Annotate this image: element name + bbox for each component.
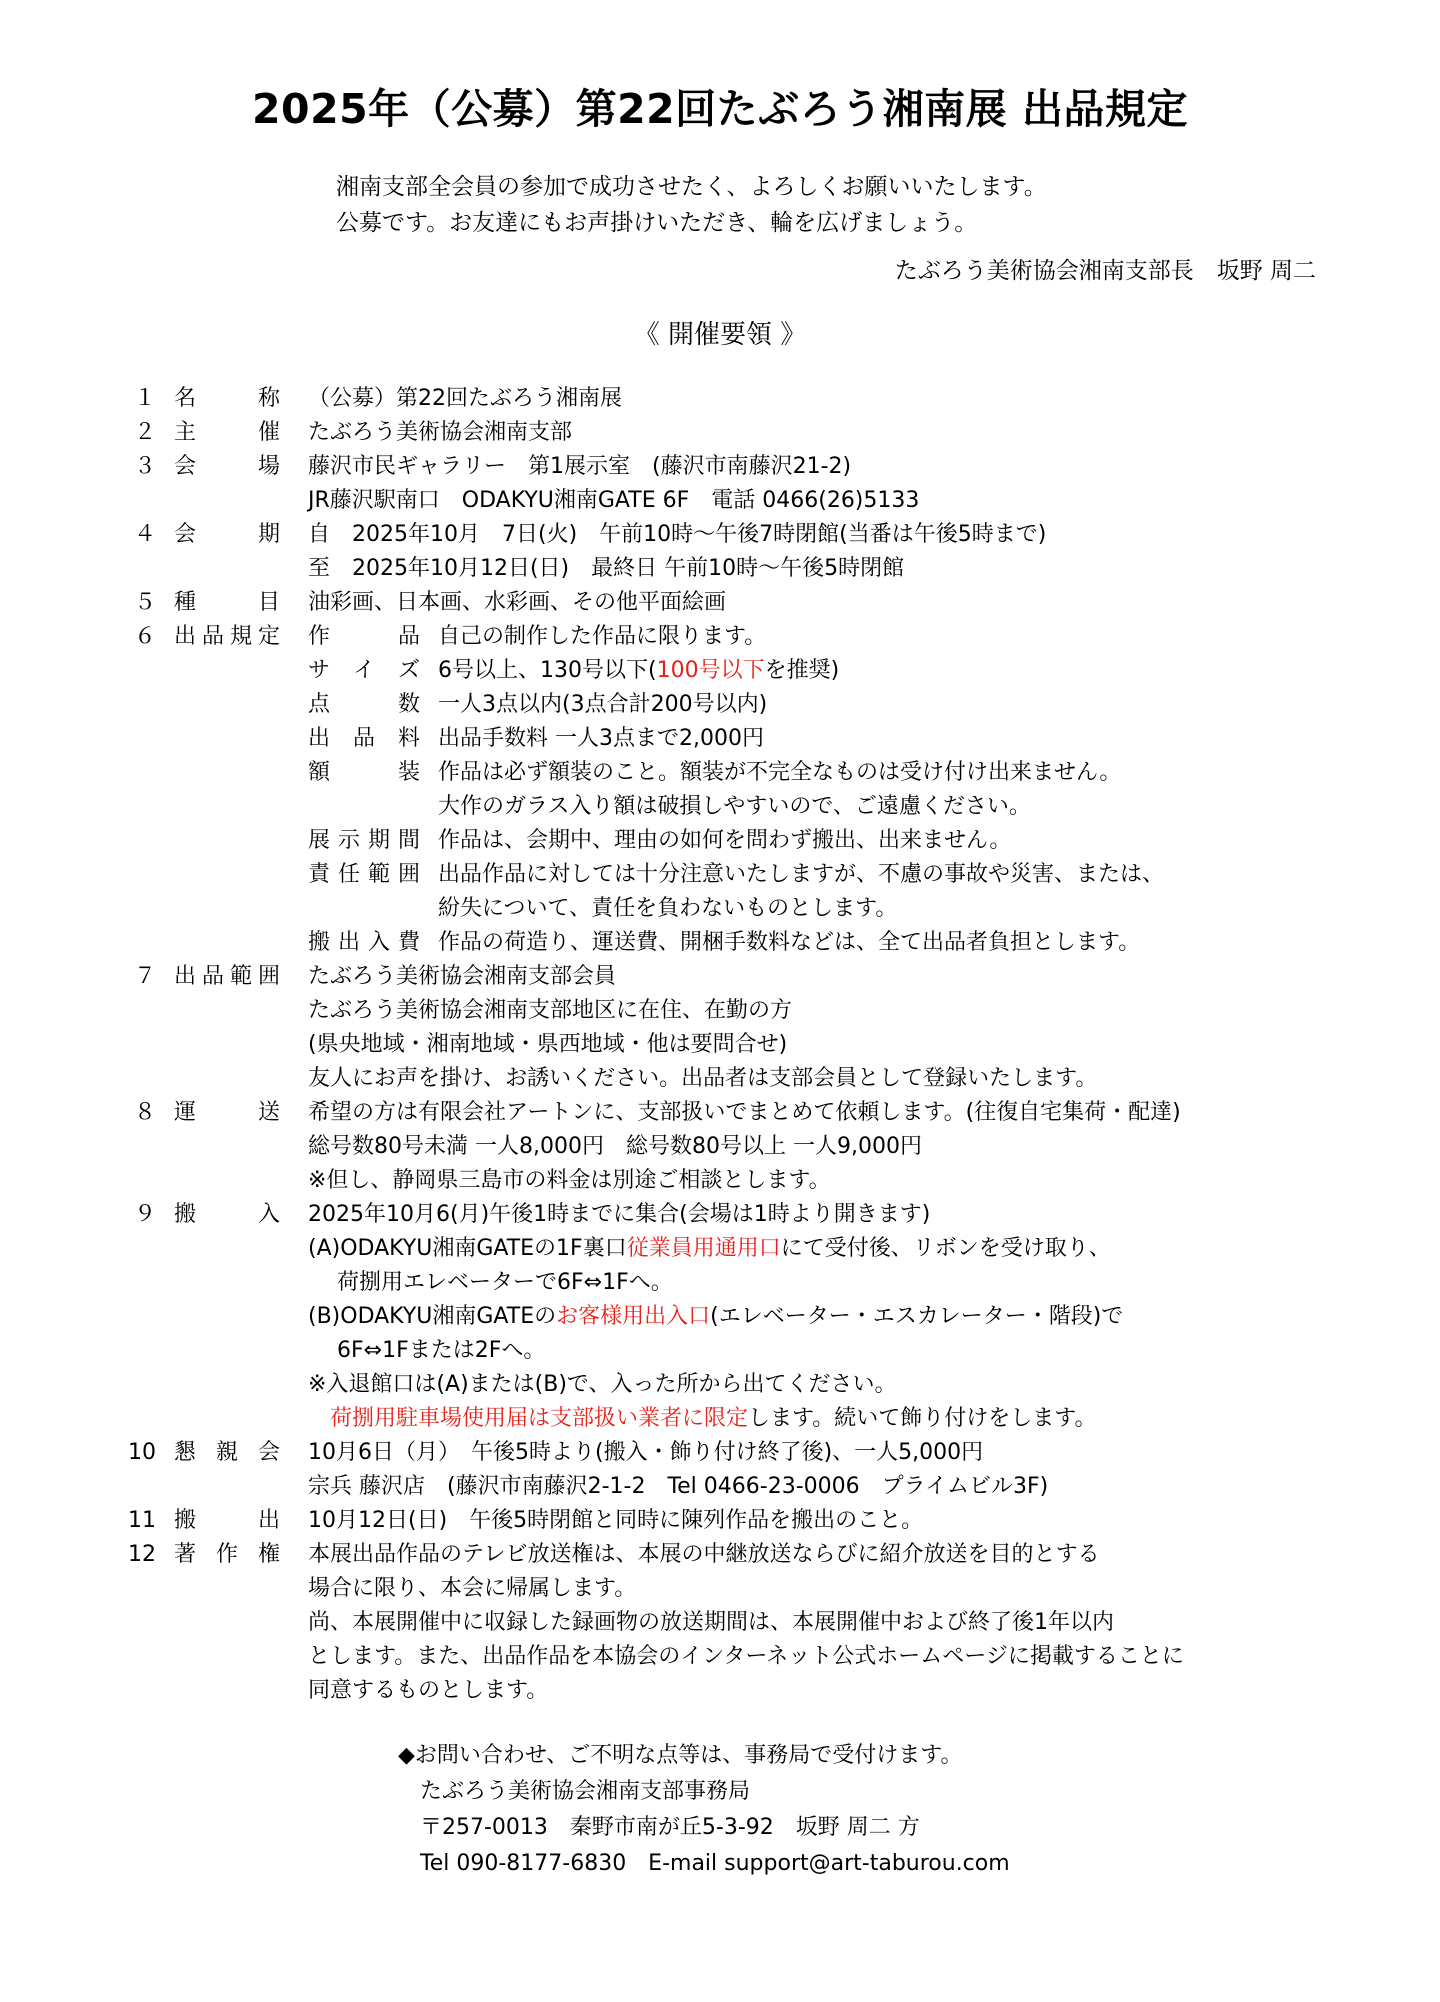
- line-text: 2025年10月6(月)午後1時までに集合(会場は1時より開きます): [308, 1202, 931, 1227]
- item-number: ８: [133, 1100, 156, 1125]
- highlight-text: 従業員用通用口: [626, 1236, 781, 1261]
- item-line: [308, 1334, 545, 1368]
- item-label: 会 期: [174, 522, 280, 547]
- item-line: [308, 1436, 983, 1470]
- line-text: 友人にお声を掛け、お誘いください。出品者は支部会員として登録いたします。: [308, 1066, 1098, 1091]
- item-label: 種 目: [174, 590, 280, 615]
- sub-item-line: [438, 654, 839, 688]
- item-label: 懇 親 会: [174, 1440, 280, 1465]
- line-text: 出品手数料 一人3点まで2,000円: [438, 726, 764, 751]
- item-number: 11: [128, 1508, 156, 1533]
- item-line: [308, 1640, 1184, 1674]
- item-number: ４: [133, 522, 156, 547]
- line-text: (A)ODAKYU湘南GATEの1F裏口: [308, 1236, 627, 1261]
- sub-label: 出 品 料: [308, 726, 420, 751]
- line-text: します。続いて飾り付けをします。: [748, 1406, 1097, 1431]
- item-label: 会 場: [174, 454, 280, 479]
- sub-label: 展 示 期 間: [308, 828, 420, 853]
- line-text: 荷捌用エレベーターで6F⇔1Fへ。: [308, 1270, 673, 1295]
- item-line: [308, 960, 616, 994]
- sub-item-line: [438, 688, 767, 722]
- line-text: 10月12日(日) 午後5時閉館と同時に陳列作品を搬出のこと。: [308, 1508, 924, 1533]
- line-text: 藤沢市民ギャラリー 第1展示室 (藤沢市南藤沢21-2): [308, 454, 852, 479]
- line-text: 本展出品作品のテレビ放送権は、本展の中継放送ならびに紹介放送を目的とする: [308, 1542, 1100, 1567]
- contact-line: たぶろう美術協会湘南支部事務局: [398, 1779, 751, 1804]
- item-line: [308, 1504, 923, 1538]
- contact-line: Tel 090-8177-6830 E-mail support@art-taburou.com: [398, 1851, 1010, 1876]
- sub-label: 責 任 範 囲: [308, 862, 420, 887]
- item-number: ２: [133, 420, 156, 445]
- line-text: 6号以上、130号以下(: [438, 658, 657, 683]
- sub-label: 額 装: [308, 760, 420, 785]
- item-line: [308, 1130, 922, 1164]
- line-text: 場合に限り、本会に帰属します。: [308, 1576, 637, 1601]
- item-line: [308, 1572, 636, 1606]
- line-text: 自 2025年10月 7日(火) 午前10時～午後7時閉館(当番は午後5時まで): [308, 522, 1047, 547]
- line-text: （公募）第22回たぶろう湘南展: [308, 386, 622, 411]
- item-line: [308, 1368, 896, 1402]
- item-line: [308, 518, 1046, 552]
- highlight-text: 荷捌用駐車場使用届は支部扱い業者に限定: [308, 1406, 749, 1431]
- item-line: [308, 1096, 1181, 1130]
- item-number: ３: [133, 454, 156, 479]
- item-line: [308, 1198, 930, 1232]
- line-text: 同意するものとします。: [308, 1678, 549, 1703]
- sub-label: 点 数: [308, 692, 420, 717]
- item-number: 10: [128, 1440, 156, 1465]
- section-heading: 《 開催要領 》: [633, 320, 807, 350]
- line-text: にて受付後、リボンを受け取り、: [780, 1236, 1111, 1261]
- item-number: ９: [133, 1202, 156, 1227]
- item-number: ５: [133, 590, 156, 615]
- line-text: を推奨): [764, 658, 840, 683]
- highlight-text: お客様用出入口: [556, 1304, 711, 1329]
- item-number: ６: [133, 624, 156, 649]
- item-label: 運 送: [174, 1100, 280, 1125]
- item-line: [308, 1028, 787, 1062]
- line-text: 6F⇔1Fまたは2Fへ。: [308, 1338, 546, 1363]
- item-label: 出 品 規 定: [174, 624, 280, 649]
- item-line: [308, 1674, 548, 1708]
- item-number: 12: [128, 1542, 156, 1567]
- sub-item-line: [438, 824, 1011, 858]
- sub-label: サ イ ズ: [308, 658, 420, 683]
- item-line: [308, 1062, 1097, 1096]
- line-text: とします。また、出品作品を本協会のインターネット公式ホームページに掲載することに: [308, 1644, 1184, 1669]
- item-line: [308, 1232, 1111, 1266]
- item-label: 出 品 範 囲: [174, 964, 280, 989]
- line-text: 油彩画、日本画、水彩画、その他平面絵画: [308, 590, 727, 615]
- item-line: [308, 416, 572, 450]
- intro-line-1: 湘南支部全会員の参加で成功させたく、よろしくお願いいたします。: [336, 174, 1047, 200]
- line-text: 作品は必ず額装のこと。額装が不完全なものは受け付け出来ません。: [438, 760, 1122, 785]
- line-text: 紛失について、責任を負わないものとします。: [438, 896, 898, 921]
- intro-line-2: 公募です。お友達にもお声掛けいただき、輪を広げましょう。: [336, 210, 978, 236]
- line-text: (B)ODAKYU湘南GATEの: [308, 1304, 557, 1329]
- sub-label: 作 品: [308, 624, 420, 649]
- contact-line: 〒257-0013 秦野市南が丘5-3-92 坂野 周二 方: [398, 1815, 920, 1840]
- line-text: 尚、本展開催中に収録した録画物の放送期間は、本展開催中および終了後1年以内: [308, 1610, 1114, 1635]
- line-text: たぶろう美術協会湘南支部: [308, 420, 573, 445]
- item-line: [308, 586, 726, 620]
- item-label: 搬 出: [174, 1508, 280, 1533]
- sub-item-line: [438, 620, 766, 654]
- line-text: (エレベーター・エスカレーター・階段)で: [710, 1304, 1124, 1329]
- item-label: 著 作 権: [174, 1542, 280, 1567]
- line-text: 10月6日（月） 午後5時より(搬入・飾り付け終了後)、一人5,000円: [308, 1440, 984, 1465]
- sub-item-line: [438, 926, 1140, 960]
- sub-item-line: [438, 858, 1164, 892]
- item-number: ７: [133, 964, 156, 989]
- sub-item-line: [438, 790, 1031, 824]
- contact-line: ◆お問い合わせ、ご不明な点等は、事務局で受付けます。: [398, 1743, 963, 1768]
- item-line: [308, 552, 904, 586]
- item-number: １: [133, 386, 156, 411]
- item-line: [308, 1300, 1123, 1334]
- line-text: 総号数80号未満 一人8,000円 総号数80号以上 一人9,000円: [308, 1134, 922, 1159]
- item-label: 搬 入: [174, 1202, 280, 1227]
- line-text: JR藤沢駅南口 ODAKYU湘南GATE 6F 電話 0466(26)5133: [308, 488, 920, 513]
- line-text: 作品は、会期中、理由の如何を問わず搬出、出来ません。: [438, 828, 1012, 853]
- line-text: (県央地域・湘南地域・県西地域・他は要問合せ): [308, 1032, 788, 1057]
- item-line: [308, 1538, 1100, 1572]
- line-text: 一人3点以内(3点合計200号以内): [438, 692, 768, 717]
- line-text: たぶろう美術協会湘南支部会員: [308, 964, 617, 989]
- line-text: 宗兵 藤沢店 (藤沢市南藤沢2-1-2 Tel 0466-23-0006 プライムビル3F): [308, 1474, 1049, 1499]
- signature: たぶろう美術協会湘南支部長 坂野 周二: [894, 258, 1316, 284]
- item-line: [308, 1470, 1048, 1504]
- document-title: 2025年（公募）第22回たぶろう湘南展 出品規定: [252, 85, 1188, 133]
- line-text: 大作のガラス入り額は破損しやすいので、ご遠慮ください。: [438, 794, 1031, 819]
- highlight-text: 100号以下: [656, 658, 765, 683]
- sub-item-line: [438, 756, 1121, 790]
- line-text: 至 2025年10月12日(日) 最終日 午前10時～午後5時閉館: [308, 556, 905, 581]
- line-text: ※入退館口は(A)または(B)で、入った所から出てください。: [308, 1372, 897, 1397]
- item-label: 名 称: [174, 386, 280, 411]
- item-label: 主 催: [174, 420, 280, 445]
- item-line: [308, 484, 919, 518]
- item-line: [308, 994, 792, 1028]
- item-line: [308, 1402, 1097, 1436]
- line-text: ※但し、静岡県三島市の料金は別途ご相談とします。: [308, 1168, 831, 1193]
- line-text: 出品作品に対しては十分注意いたしますが、不慮の事故や災害、または、: [438, 862, 1165, 887]
- item-line: [308, 450, 851, 484]
- sub-label: 搬 出 入 費: [308, 930, 420, 955]
- sub-item-line: [438, 892, 897, 926]
- item-line: [308, 1606, 1114, 1640]
- sub-item-line: [438, 722, 764, 756]
- line-text: 作品の荷造り、運送費、開梱手数料などは、全て出品者負担とします。: [438, 930, 1141, 955]
- line-text: たぶろう美術協会湘南支部地区に在住、在勤の方: [308, 998, 793, 1023]
- item-line: [308, 1164, 831, 1198]
- item-line: [308, 382, 622, 416]
- line-text: 自己の制作した作品に限ります。: [438, 624, 767, 649]
- line-text: 希望の方は有限会社アートンに、支部扱いでまとめて依頼します。(往復自宅集荷・配達): [308, 1100, 1181, 1125]
- item-line: [308, 1266, 673, 1300]
